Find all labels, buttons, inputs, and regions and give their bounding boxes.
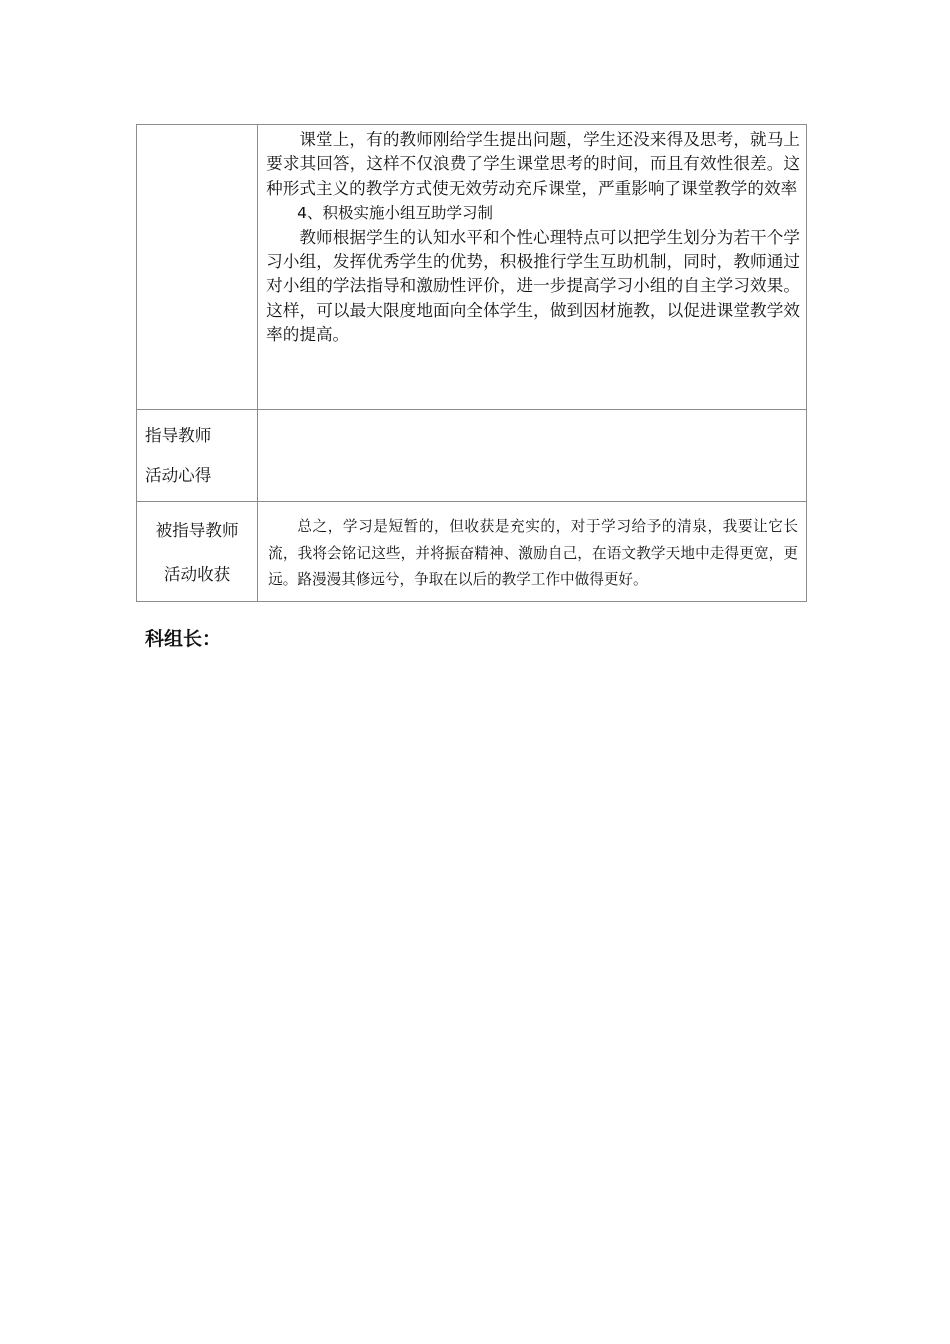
mentee-label-line1: 被指导教师 [155,521,239,540]
mentee-gain-paragraph: 总之，学习是短暂的，但收获是充实的，对于学习给予的清泉，我要让它长流，我将会铭记这些，并将振奋精神、激励自己，在语文教学天地中走得更宽，更远。路漫漫其修远兮，争取在以后的教学工作中做得更好。 [268,518,798,588]
table-row-mentee-gain [137,502,807,602]
guide-teacher-label-line2: 活动心得 [145,466,212,485]
guide-teacher-label-line1: 指导教师 [145,426,212,445]
guide-teacher-label-cell [137,410,258,502]
section-heading: 4、积极实施小组互助学习制 [297,204,494,223]
mentee-label-cell [137,502,258,602]
table-row-guide-teacher [137,410,807,502]
empty-label-cell [137,125,258,410]
content-paragraph-1: 课堂上，有的教师刚给学生提出问题，学生还没来得及思考，就马上要求其回答，这样不仅浪费了学生课堂思考的时间，而且有效性很差。这种形式主义的教学方式使无效劳动充斥课堂，严重影响了课堂教学的效率 [266,130,800,198]
mentee-label-line2: 活动收获 [163,565,231,584]
group-leader-signature-label: 科组长： [145,628,222,650]
mentee-gain-content-cell [258,502,807,602]
guide-teacher-content-cell [258,410,807,502]
activity-content-cell [258,125,807,410]
table-row-content [137,125,807,410]
content-paragraph-2: 教师根据学生的认知水平和个性心理特点可以把学生划分为若干个学习小组，发挥优秀学生的优势，积极推行学生互助机制，同时，教师通过对小组的学法指导和激励性评价，进一步提高学习小组的自主学习效果。这样，可以最大限度地面向全体学生，做到因材施教，以促进课堂教学效率的提高。 [266,227,800,345]
activity-record-table [136,124,807,602]
